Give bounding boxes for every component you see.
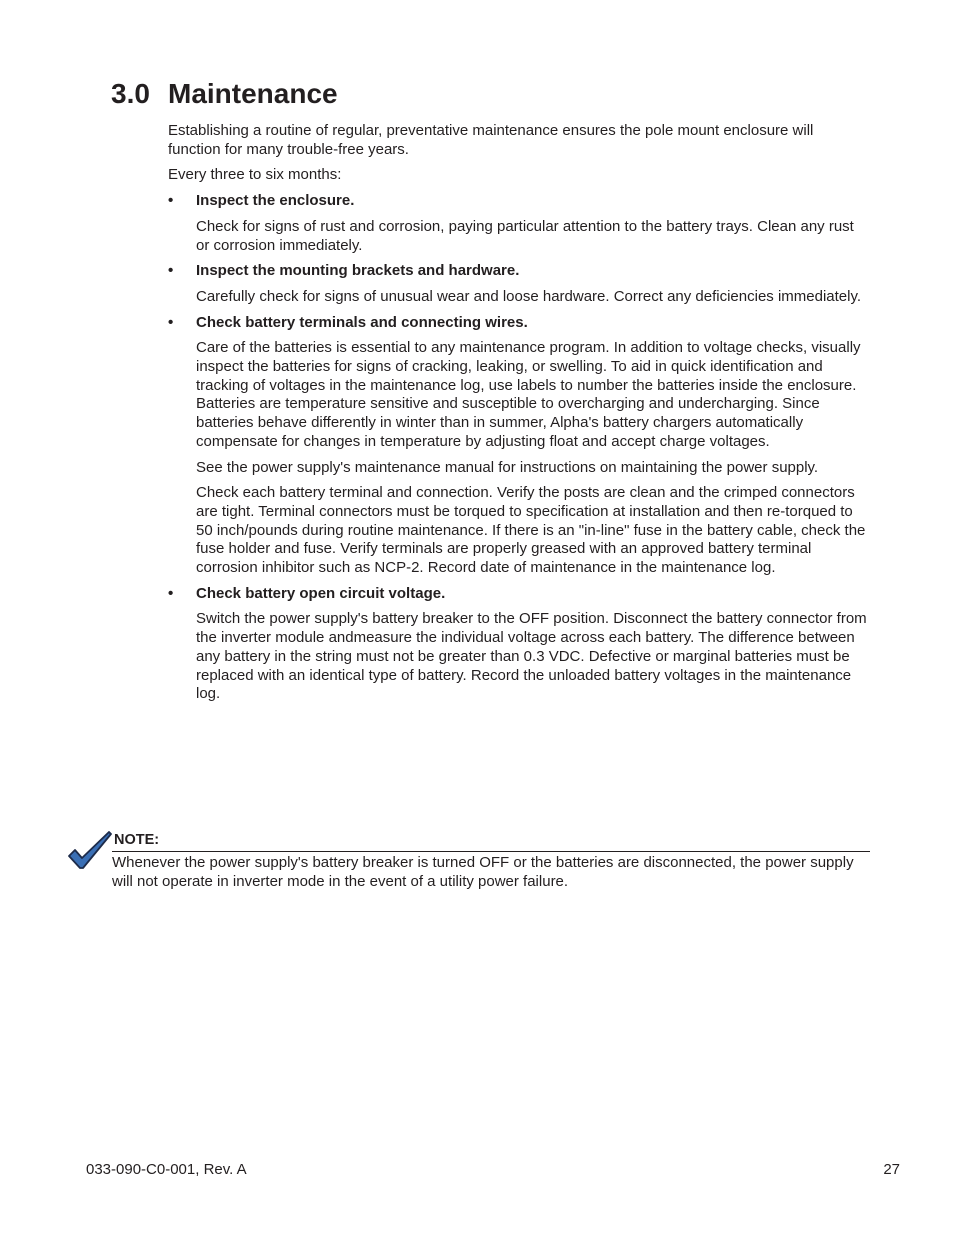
item-paragraph: Carefully check for signs of unusual wear and loose hardware. Correct any deficiencies immediately. (196, 287, 862, 305)
bullet-dot: • (168, 313, 174, 331)
note-divider (112, 851, 870, 852)
checkmark-icon (66, 830, 112, 870)
bullet-dot: • (168, 262, 174, 280)
maintenance-list (168, 192, 868, 704)
list-item (168, 262, 868, 306)
list-item (168, 314, 868, 578)
note-text: Whenever the power supply's battery breaker is turned OFF or the batteries are disconnected, the power supply will not operate in inverter mode in the event of a utility power failure. (112, 854, 854, 890)
item-paragraph: Check for signs of rust and corrosion, paying particular attention to the battery trays. Clean any rust or corrosion immediately. (196, 217, 854, 254)
section-number: 3.0 (111, 78, 150, 109)
list-item (168, 192, 868, 255)
bullet-dot: • (168, 584, 174, 602)
bullet-dot: • (168, 192, 174, 210)
footer-page-number: 27 (883, 1161, 900, 1178)
item-heading: Inspect the enclosure. (196, 192, 355, 210)
section-body (168, 122, 868, 712)
footer-doc-number: 033-090-C0-001, Rev. A (86, 1161, 247, 1178)
item-heading: Check battery terminals and connecting wires. (196, 313, 528, 331)
item-paragraph: Care of the batteries is essential to any maintenance program. In addition to voltage checks, visually inspect the batteries for signs of cracking, leaking, or swelling. To aid in quick identification and tracking of voltages in the maintenance log, use labels to number the batteries inside the enclosure. Batteries are temperature sensitive and susceptible to overcharging and undercharging. Since batteries behave differently in winter than in summer, Alpha's battery chargers automatically compensate for changes in temperature by adjusting float and accept charge voltages. (196, 339, 861, 450)
section-title (111, 76, 338, 112)
item-paragraph: See the power supply's maintenance manual for instructions on maintaining the power supply. (196, 458, 819, 476)
list-item (168, 585, 868, 704)
item-paragraph: Switch the power supply's battery breaker to the OFF position. Disconnect the battery connector from the inverter module andmeasure the individual voltage across each battery. The difference between any battery in the string must not be greater than 0.3 VDC. Defective or marginal batteries must be replaced with an identical type of battery. Record the unloaded battery voltages in the maintenance log. (196, 610, 867, 703)
intro-paragraph: Establishing a routine of regular, preventative maintenance ensures the pole mount enclosure will function for many trouble-free years. (168, 122, 814, 158)
note-label: NOTE: (114, 832, 160, 848)
item-heading: Inspect the mounting brackets and hardware. (196, 262, 520, 280)
item-heading: Check battery open circuit voltage. (196, 584, 446, 602)
item-paragraph: Check each battery terminal and connection. Verify the posts are clean and the crimped connectors are tight. Terminal connectors must be torqued to specification at installation and then re-torqued to 50 inch/pounds during routine maintenance. If there is an "in-line" fuse in the battery cable, check the fuse holder and fuse. Verify terminals are properly greased with an approved battery terminal corrosion inhibitor such as NCP-2. Record date of maintenance in the maintenance log. (196, 484, 866, 577)
section-title-text: Maintenance (168, 78, 338, 109)
frequency-line: Every three to six months: (168, 166, 342, 184)
